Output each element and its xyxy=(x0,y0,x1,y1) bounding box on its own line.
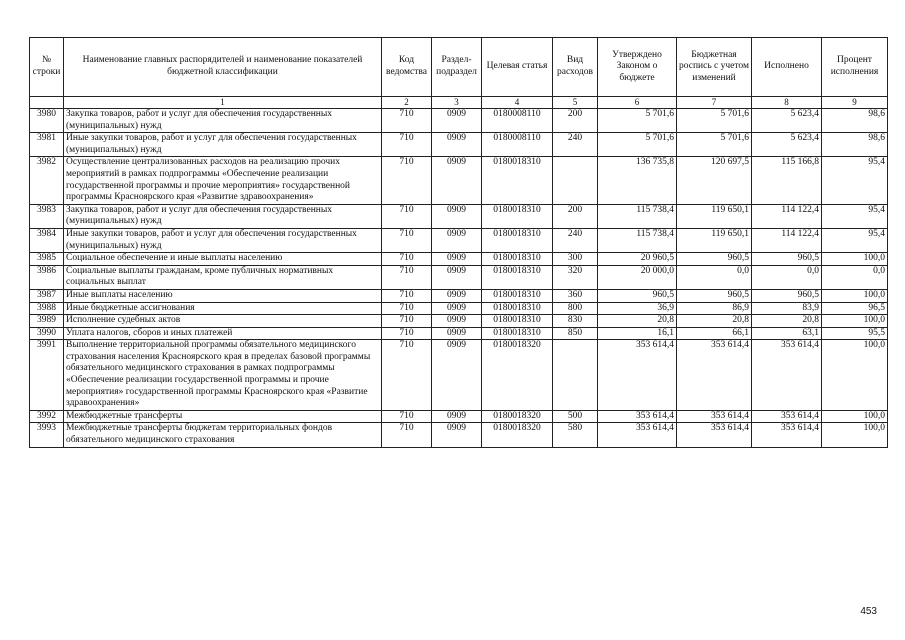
row-budget-schedule: 960,5 xyxy=(677,289,752,302)
row-percent: 0,0 xyxy=(822,265,888,289)
row-expense-type: 830 xyxy=(553,315,598,328)
header-row-number: № строки xyxy=(30,38,64,97)
row-target-item: 0180018320 xyxy=(482,340,553,411)
row-department-code: 710 xyxy=(382,423,432,447)
row-approved: 20 000,0 xyxy=(598,265,677,289)
row-executed: 0,0 xyxy=(752,265,822,289)
row-budget-schedule: 66,1 xyxy=(677,327,752,340)
row-section: 0909 xyxy=(432,327,482,340)
column-number: 3 xyxy=(432,97,482,109)
header-percent: Процент исполнения xyxy=(822,38,888,97)
column-number: 1 xyxy=(64,97,382,109)
row-expense-type: 300 xyxy=(553,253,598,266)
row-executed: 960,5 xyxy=(752,289,822,302)
row-executed: 5 623,4 xyxy=(752,109,822,133)
row-approved: 353 614,4 xyxy=(598,340,677,411)
row-department-code: 710 xyxy=(382,204,432,228)
row-target-item: 0180018310 xyxy=(482,228,553,252)
header-section: Раздел-подраздел xyxy=(432,38,482,97)
row-expense-type: 200 xyxy=(553,109,598,133)
column-number: 8 xyxy=(752,97,822,109)
row-section: 0909 xyxy=(432,157,482,204)
row-department-code: 710 xyxy=(382,302,432,315)
row-percent: 98,6 xyxy=(822,109,888,133)
row-name: Закупка товаров, работ и услуг для обеспечения государственных (муниципальных) нужд xyxy=(64,109,382,133)
row-section: 0909 xyxy=(432,133,482,157)
row-expense-type: 580 xyxy=(553,423,598,447)
row-target-item: 0180018320 xyxy=(482,423,553,447)
row-target-item: 0180018320 xyxy=(482,410,553,423)
row-approved: 353 614,4 xyxy=(598,423,677,447)
table-row xyxy=(30,289,888,302)
row-percent: 95,4 xyxy=(822,157,888,204)
row-section: 0909 xyxy=(432,228,482,252)
row-expense-type: 500 xyxy=(553,410,598,423)
row-section: 0909 xyxy=(432,410,482,423)
row-name: Социальные выплаты гражданам, кроме публичных нормативных социальных выплат xyxy=(64,265,382,289)
header-expense-type: Вид расходов xyxy=(553,38,598,97)
row-department-code: 710 xyxy=(382,228,432,252)
row-department-code: 710 xyxy=(382,109,432,133)
row-department-code: 710 xyxy=(382,265,432,289)
row-name: Иные закупки товаров, работ и услуг для обеспечения государственных (муниципальных) нужд xyxy=(64,133,382,157)
row-target-item: 0180018310 xyxy=(482,253,553,266)
column-number-row xyxy=(30,97,888,109)
row-department-code: 710 xyxy=(382,253,432,266)
row-name: Выполнение территориальной программы обязательного медицинского страхования населения Красноярского края в пределах базовой программы обязательного медицинского страхования в рамках подпрограммы «Обеспечение реализации государственной программы и прочие мероприятия» государственной программы Красноярского края «Развитие здравоохранения» xyxy=(64,340,382,411)
row-expense-type: 800 xyxy=(553,302,598,315)
row-budget-schedule: 960,5 xyxy=(677,253,752,266)
row-budget-schedule: 119 650,1 xyxy=(677,204,752,228)
row-expense-type: 240 xyxy=(553,133,598,157)
row-approved: 5 701,6 xyxy=(598,133,677,157)
page-number: 453 xyxy=(860,606,877,617)
row-approved: 16,1 xyxy=(598,327,677,340)
row-number: 3991 xyxy=(30,340,64,411)
row-executed: 115 166,8 xyxy=(752,157,822,204)
row-percent: 100,0 xyxy=(822,410,888,423)
row-budget-schedule: 119 650,1 xyxy=(677,228,752,252)
row-expense-type xyxy=(553,340,598,411)
row-expense-type: 240 xyxy=(553,228,598,252)
row-budget-schedule: 86,9 xyxy=(677,302,752,315)
row-percent: 95,4 xyxy=(822,204,888,228)
row-number: 3988 xyxy=(30,302,64,315)
row-number: 3985 xyxy=(30,253,64,266)
row-department-code: 710 xyxy=(382,289,432,302)
row-department-code: 710 xyxy=(382,315,432,328)
row-name: Иные закупки товаров, работ и услуг для обеспечения государственных (муниципальных) нужд xyxy=(64,228,382,252)
row-executed: 63,1 xyxy=(752,327,822,340)
table-row xyxy=(30,340,888,411)
row-executed: 353 614,4 xyxy=(752,423,822,447)
row-executed: 353 614,4 xyxy=(752,340,822,411)
row-target-item: 0180008110 xyxy=(482,133,553,157)
header-approved: Утверждено Законом о бюджете xyxy=(598,38,677,97)
row-percent: 100,0 xyxy=(822,253,888,266)
row-percent: 100,0 xyxy=(822,423,888,447)
row-name: Межбюджетные трансферты бюджетам территориальных фондов обязательного медицинского страхования xyxy=(64,423,382,447)
row-number: 3986 xyxy=(30,265,64,289)
table-row xyxy=(30,228,888,252)
budget-execution-table xyxy=(29,37,888,448)
row-number: 3980 xyxy=(30,109,64,133)
row-executed: 960,5 xyxy=(752,253,822,266)
row-budget-schedule: 5 701,6 xyxy=(677,109,752,133)
row-budget-schedule: 120 697,5 xyxy=(677,157,752,204)
header-name: Наименование главных распорядителей и наименование показателей бюджетной классификации xyxy=(64,38,382,97)
column-number: 2 xyxy=(382,97,432,109)
row-expense-type: 320 xyxy=(553,265,598,289)
row-section: 0909 xyxy=(432,204,482,228)
row-expense-type xyxy=(553,157,598,204)
row-approved: 115 738,4 xyxy=(598,228,677,252)
row-number: 3989 xyxy=(30,315,64,328)
table-row xyxy=(30,204,888,228)
row-number: 3992 xyxy=(30,410,64,423)
row-approved: 20 960,5 xyxy=(598,253,677,266)
row-executed: 114 122,4 xyxy=(752,228,822,252)
header-target-item: Целевая статья xyxy=(482,38,553,97)
row-approved: 136 735,8 xyxy=(598,157,677,204)
row-percent: 100,0 xyxy=(822,340,888,411)
column-number-empty xyxy=(30,97,64,109)
row-number: 3990 xyxy=(30,327,64,340)
row-number: 3984 xyxy=(30,228,64,252)
column-number: 9 xyxy=(822,97,888,109)
table-row xyxy=(30,410,888,423)
row-number: 3981 xyxy=(30,133,64,157)
row-budget-schedule: 353 614,4 xyxy=(677,410,752,423)
row-percent: 100,0 xyxy=(822,289,888,302)
header-row xyxy=(30,38,888,97)
row-budget-schedule: 0,0 xyxy=(677,265,752,289)
row-name: Межбюджетные трансферты xyxy=(64,410,382,423)
row-percent: 95,5 xyxy=(822,327,888,340)
row-number: 3987 xyxy=(30,289,64,302)
row-name: Исполнение судебных актов xyxy=(64,315,382,328)
row-expense-type: 200 xyxy=(553,204,598,228)
row-executed: 114 122,4 xyxy=(752,204,822,228)
table-row xyxy=(30,157,888,204)
row-approved: 353 614,4 xyxy=(598,410,677,423)
table-row xyxy=(30,253,888,266)
row-name: Уплата налогов, сборов и иных платежей xyxy=(64,327,382,340)
table-body xyxy=(30,109,888,448)
row-approved: 115 738,4 xyxy=(598,204,677,228)
row-name: Иные бюджетные ассигнования xyxy=(64,302,382,315)
row-budget-schedule: 20,8 xyxy=(677,315,752,328)
row-executed: 83,9 xyxy=(752,302,822,315)
table-row xyxy=(30,133,888,157)
table-row xyxy=(30,327,888,340)
row-department-code: 710 xyxy=(382,410,432,423)
row-section: 0909 xyxy=(432,340,482,411)
row-number: 3993 xyxy=(30,423,64,447)
row-percent: 98,6 xyxy=(822,133,888,157)
table-row xyxy=(30,265,888,289)
row-approved: 960,5 xyxy=(598,289,677,302)
table-row xyxy=(30,315,888,328)
row-executed: 20,8 xyxy=(752,315,822,328)
row-section: 0909 xyxy=(432,253,482,266)
column-number: 7 xyxy=(677,97,752,109)
table-row xyxy=(30,423,888,447)
row-department-code: 710 xyxy=(382,157,432,204)
table-row xyxy=(30,109,888,133)
row-budget-schedule: 5 701,6 xyxy=(677,133,752,157)
row-target-item: 0180018310 xyxy=(482,204,553,228)
row-target-item: 0180018310 xyxy=(482,289,553,302)
row-approved: 36,9 xyxy=(598,302,677,315)
row-target-item: 0180018310 xyxy=(482,265,553,289)
row-name: Иные выплаты населению xyxy=(64,289,382,302)
row-name: Закупка товаров, работ и услуг для обеспечения государственных (муниципальных) нужд xyxy=(64,204,382,228)
row-name: Социальное обеспечение и иные выплаты населению xyxy=(64,253,382,266)
row-percent: 96,5 xyxy=(822,302,888,315)
table-row xyxy=(30,302,888,315)
row-section: 0909 xyxy=(432,315,482,328)
row-budget-schedule: 353 614,4 xyxy=(677,340,752,411)
row-department-code: 710 xyxy=(382,327,432,340)
column-number: 4 xyxy=(482,97,553,109)
header-executed: Исполнено xyxy=(752,38,822,97)
row-target-item: 0180018310 xyxy=(482,157,553,204)
column-number: 6 xyxy=(598,97,677,109)
row-section: 0909 xyxy=(432,423,482,447)
row-budget-schedule: 353 614,4 xyxy=(677,423,752,447)
header-department-code: Код ведомства xyxy=(382,38,432,97)
row-approved: 20,8 xyxy=(598,315,677,328)
row-executed: 353 614,4 xyxy=(752,410,822,423)
row-number: 3983 xyxy=(30,204,64,228)
header-budget-schedule: Бюджетная роспись с учетом изменений xyxy=(677,38,752,97)
row-target-item: 0180018310 xyxy=(482,327,553,340)
row-section: 0909 xyxy=(432,109,482,133)
row-section: 0909 xyxy=(432,302,482,315)
row-approved: 5 701,6 xyxy=(598,109,677,133)
row-name: Осуществление централизованных расходов на реализацию прочих мероприятий в рамках подпрограммы «Обеспечение реализации государственной программы и прочие мероприятия» государственной программы Красноярского края «Развитие здравоохранения» xyxy=(64,157,382,204)
row-target-item: 0180018310 xyxy=(482,315,553,328)
row-target-item: 0180008110 xyxy=(482,109,553,133)
row-target-item: 0180018310 xyxy=(482,302,553,315)
row-section: 0909 xyxy=(432,265,482,289)
row-percent: 95,4 xyxy=(822,228,888,252)
row-expense-type: 850 xyxy=(553,327,598,340)
row-section: 0909 xyxy=(432,289,482,302)
row-percent: 100,0 xyxy=(822,315,888,328)
row-expense-type: 360 xyxy=(553,289,598,302)
row-department-code: 710 xyxy=(382,133,432,157)
row-department-code: 710 xyxy=(382,340,432,411)
row-number: 3982 xyxy=(30,157,64,204)
row-executed: 5 623,4 xyxy=(752,133,822,157)
column-number: 5 xyxy=(553,97,598,109)
